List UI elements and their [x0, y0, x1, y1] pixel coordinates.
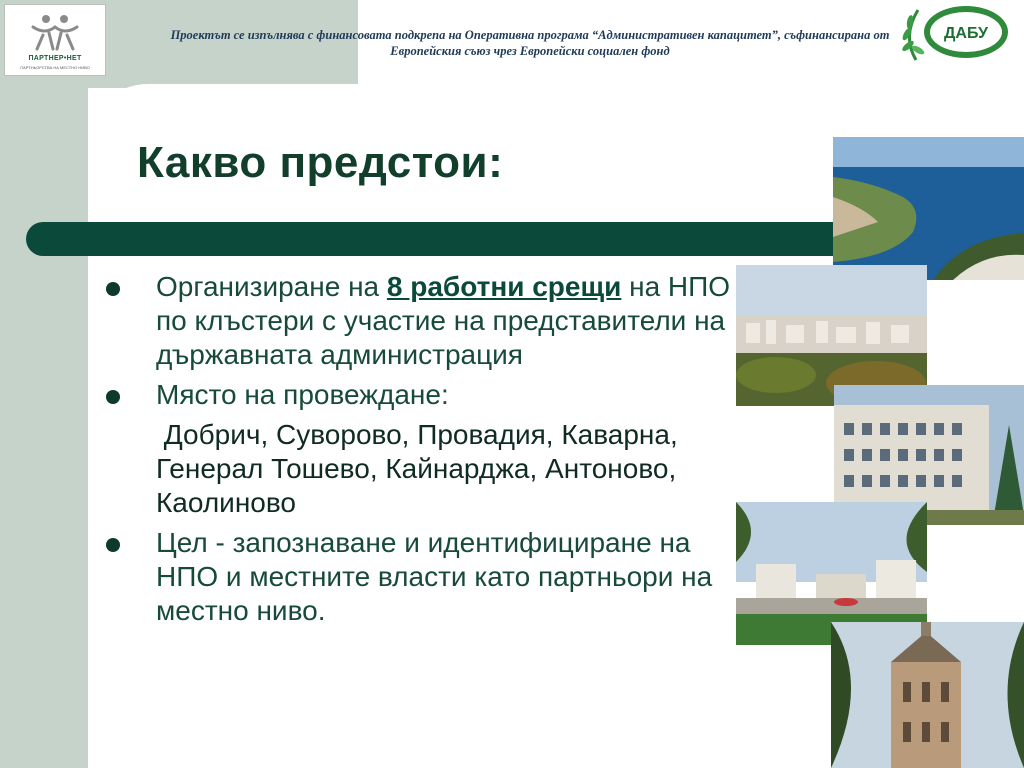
partner-logo-tagline: ПАРТНЬОРСТВА НА МЕСТНО НИВО	[20, 65, 90, 70]
bullet-item-meetings	[100, 270, 740, 372]
bullet3-text: Цел - запознаване и идентифициране на НПО и местните власти като партньори на местно ниво.	[156, 527, 713, 626]
bullet1-highlight: 8 работни срещи	[386, 271, 622, 302]
bullet-dot-icon	[106, 282, 120, 296]
bullet1-before: Организиране на	[156, 271, 387, 302]
funding-note: Проектът се изпълнява с финансовата подкрепа на Оперативна програма “Административен капацитет”, съфинансирана от Европейския съюз чрез Европейски социален фонд	[170, 28, 890, 58]
coast-photo	[833, 137, 1024, 280]
bullet-dot-icon	[106, 538, 120, 552]
partner-net-logo	[4, 4, 106, 76]
dabu-logo-text: ДАБУ	[943, 25, 989, 42]
bullet1-after: на НПО по клъстери с участие на представители на държавната администрация	[156, 271, 731, 370]
bullet-list	[100, 270, 740, 634]
partner-figures-icon	[5, 5, 105, 55]
church-photo	[831, 622, 1024, 768]
slide-title: Какво предстои:	[137, 138, 504, 187]
sidebar-left-band	[0, 88, 88, 768]
dabu-logo	[898, 0, 1016, 70]
bullet-item-venue	[100, 378, 740, 412]
bullet-dot-icon	[106, 390, 120, 404]
venue-list: Добрич, Суворово, Провадия, Каварна, Генерал Тошево, Кайнарджа, Антоново, Каолиново	[156, 419, 686, 518]
laurel-icon	[901, 10, 926, 60]
bullet2-text: Място на провеждане:	[156, 379, 449, 410]
bullet-item-goal	[100, 526, 740, 628]
title-underline-bar	[26, 222, 856, 256]
partner-logo-name: ПАРТНЕР•НЕТ	[28, 55, 82, 62]
